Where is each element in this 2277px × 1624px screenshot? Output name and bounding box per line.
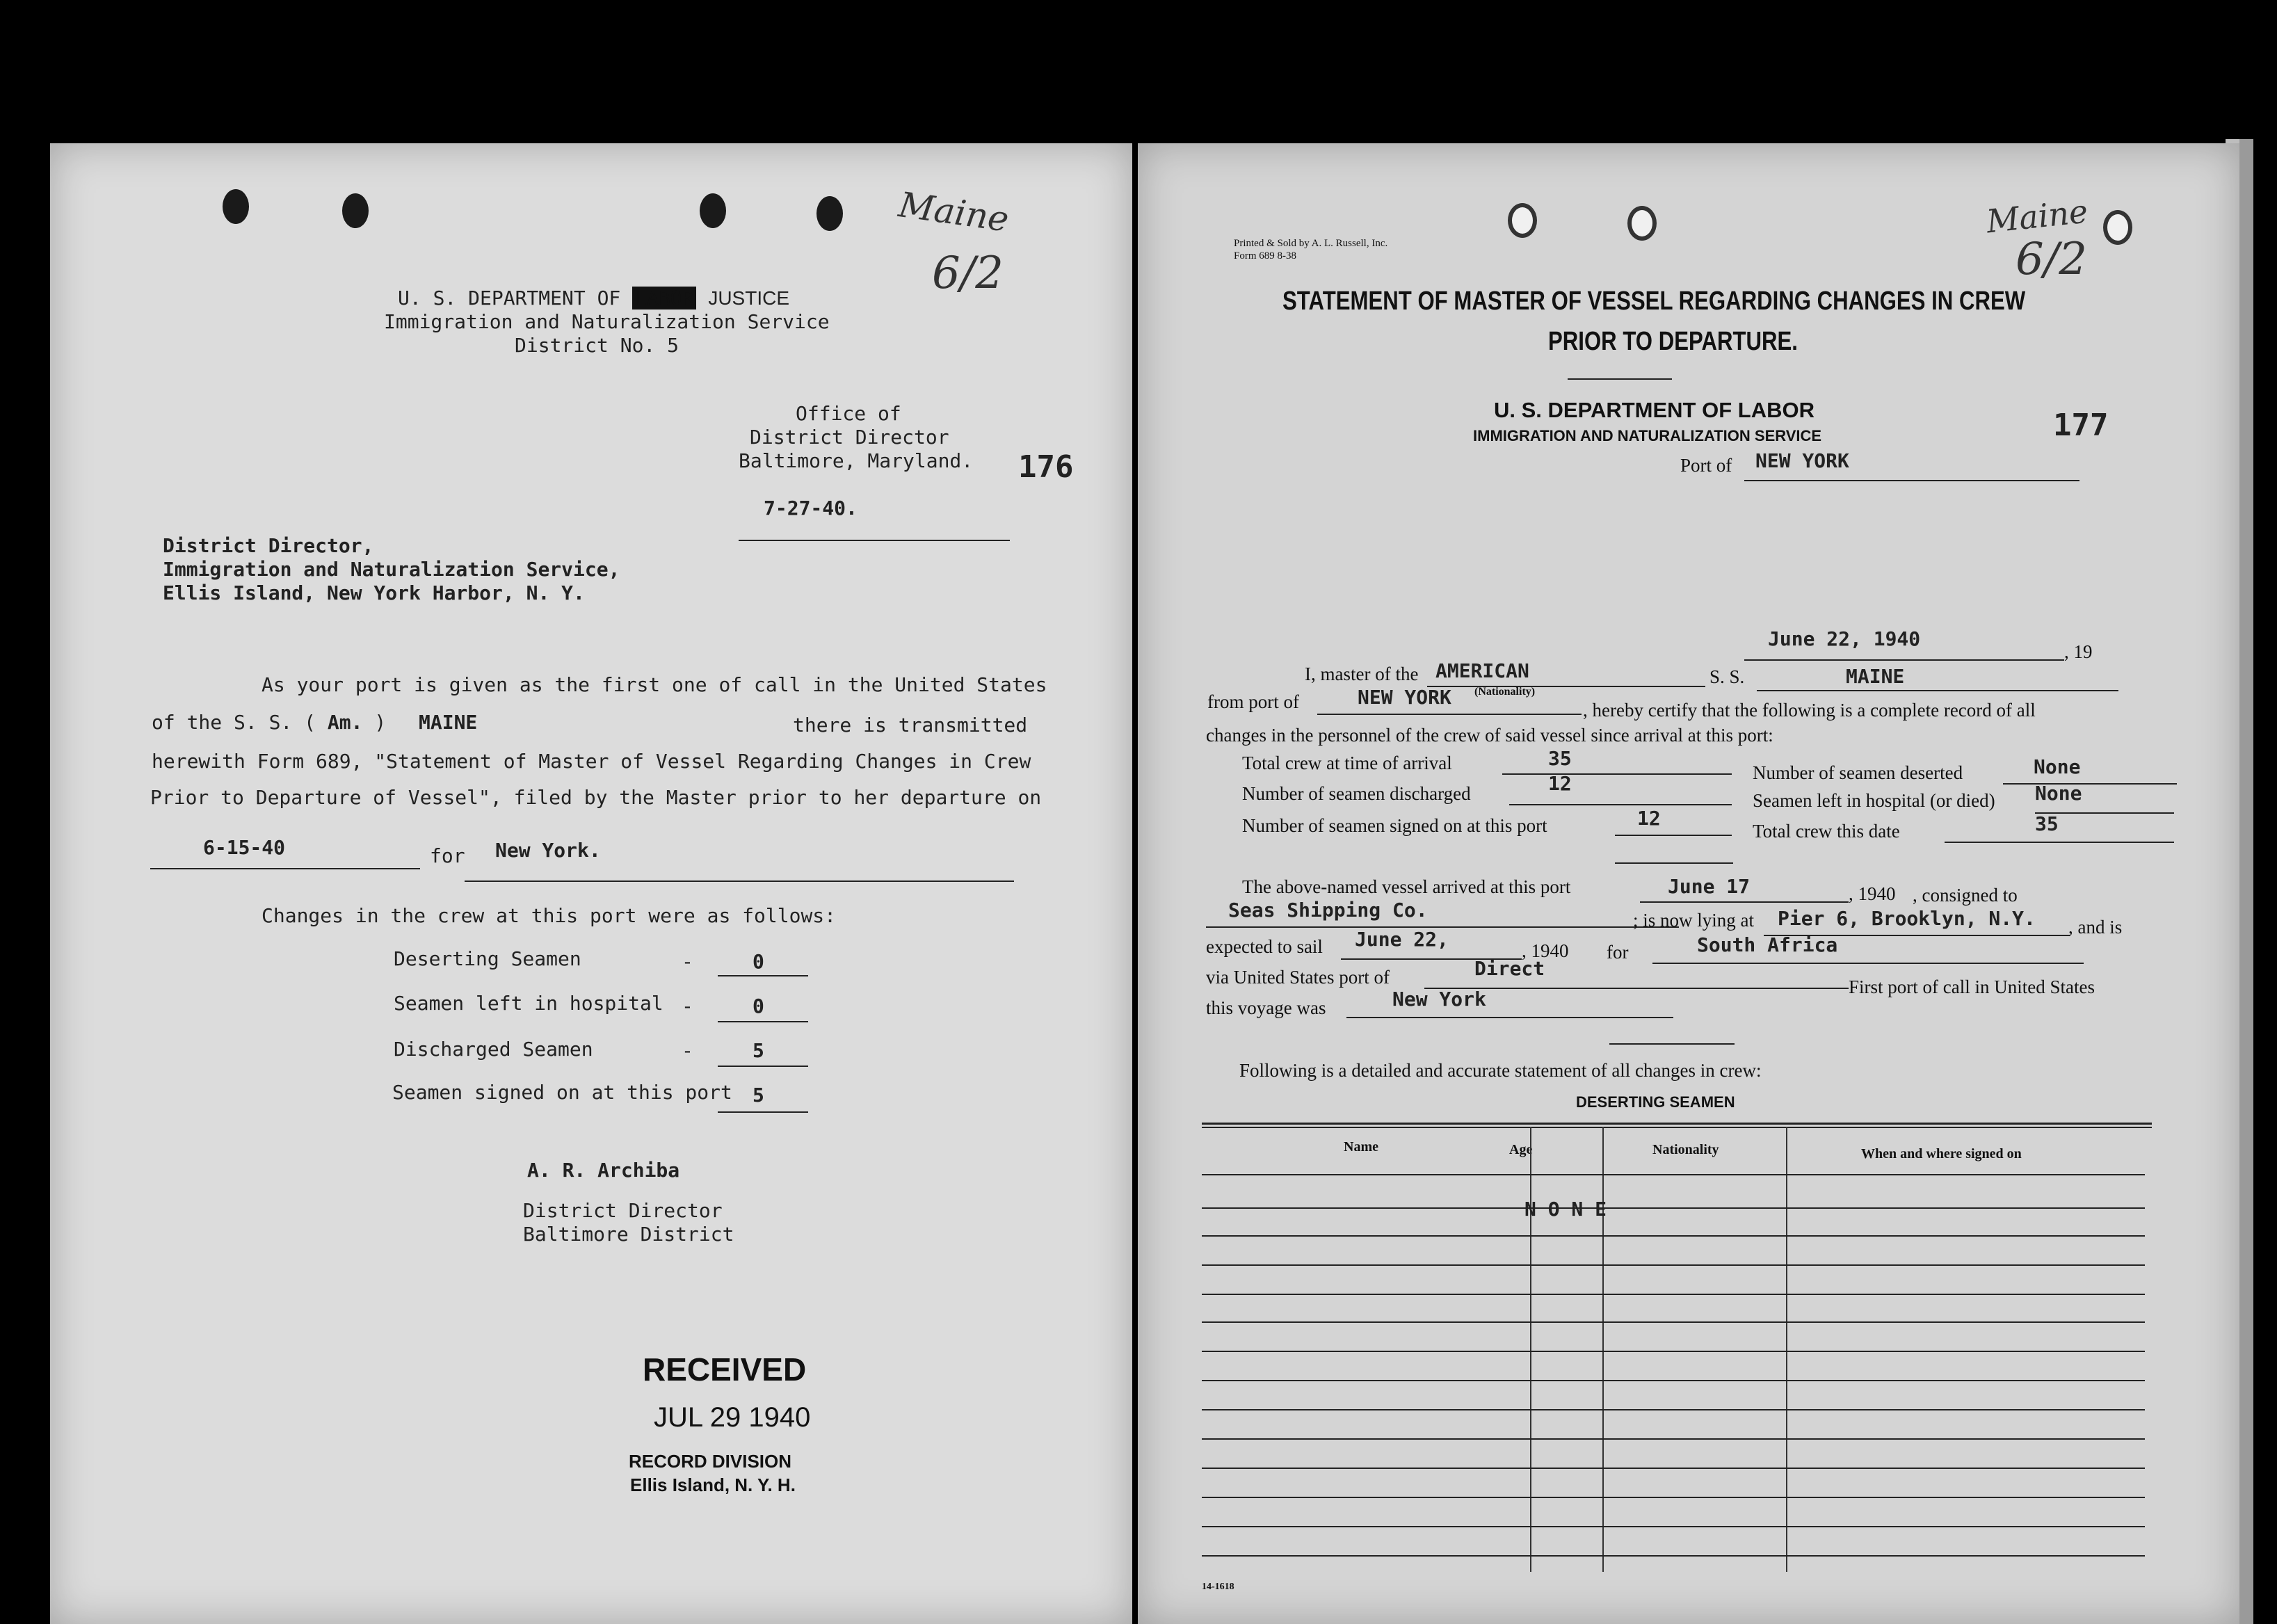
section-title: DESERTING SEAMEN [1576,1093,1735,1111]
sail-year: , 1940 [1522,940,1569,961]
summary-rule [1615,862,1733,864]
sail-for-label: for [1607,942,1629,963]
following-label: Following is a detailed and accurate statement of all changes in crew: [1239,1060,1762,1081]
total-crew-arrival-label: Total crew at time of arrival [1242,753,1452,773]
change-label: Seamen signed on at this port [392,1081,732,1104]
voyage-value: New York [1392,988,1486,1011]
right-page-form [1138,143,2239,1624]
change-dash: - [682,950,693,973]
arrived-value: June 17 [1668,875,1751,898]
arrived-underline [1640,901,1849,903]
record-division-place: Ellis Island, N. Y. H. [630,1474,796,1495]
table-top-rule [1202,1123,2152,1125]
body-line2-end: there is transmitted [793,714,1028,737]
port-label: Port of [1680,455,1732,476]
body-line1: As your port is given as the first one of call in the United States [262,673,1047,696]
nationality-underline [1427,686,1705,687]
total-crew-arrival-value: 35 [1548,747,1572,770]
title-rule [1568,378,1672,380]
via-underline [1424,988,1849,989]
port-value: NEW YORK [1755,449,1849,472]
form-title-line1: STATEMENT OF MASTER OF VESSEL REGARDING CHANGES IN CREW [1282,287,2026,316]
service: IMMIGRATION AND NATURALIZATION SERVICE [1473,427,1822,444]
destination: New York. [495,839,601,862]
table-none-note: N O N E [1524,1198,1607,1221]
and-is-label: , and is [2068,917,2123,938]
for-label: for [430,844,465,867]
change-value: 5 [753,1039,764,1062]
arrived-label: The above-named vessel arrived at this port [1242,876,1571,897]
discharged-underline [1509,804,1732,805]
margin-note-fraction: 6/2 [2015,234,2087,285]
department: U. S. DEPARTMENT OF LABOR [1494,398,1815,422]
hospital-label: Seamen left in hospital (or died) [1753,790,1995,811]
ss-label: S. S. [1709,666,1745,687]
punch-hole [700,193,726,228]
form-code: 14-1618 [1202,1582,1234,1592]
sail-for-value: South Africa [1697,933,1838,956]
change-underline [718,1111,808,1113]
column-divider [1786,1127,1787,1572]
office-line3: Baltimore, Maryland. [739,449,974,472]
letterhead-line3: District No. 5 [515,334,679,357]
vessel-value: MAINE [1846,665,1905,688]
consignee-value: Seas Shipping Co. [1228,899,1428,922]
destination-underline [465,881,1014,882]
form-page-number: 177 [2053,408,2109,443]
table-row-rule [1202,1351,2145,1352]
lying-value: Pier 6, Brooklyn, N.Y. [1778,907,2036,930]
table-row-rule [1202,1174,2145,1175]
voyage-underline [1346,1017,1673,1018]
column-divider [1602,1127,1604,1572]
date-underline [739,540,1010,541]
change-label: Deserting Seamen [394,947,581,970]
table-top-rule [1202,1127,2152,1128]
table-row-rule [1202,1497,2145,1498]
punch-hole [1627,206,1657,241]
signature-title1: District Director [523,1199,723,1222]
table-row-rule [1202,1207,2145,1209]
printer-line2: Form 689 8-38 [1234,250,1296,262]
punch-hole [342,193,369,228]
margin-note: Maine [896,184,1012,240]
letter-date: 7-27-40. [764,497,858,520]
nationality-value: AMERICAN [1435,659,1529,682]
deserted-underline [2003,783,2177,785]
redacted-word: LABOR [632,287,696,309]
received-stamp: RECEIVED [643,1351,807,1388]
change-dash: - [682,1039,693,1062]
change-dash: - [682,995,693,1018]
change-label: Seamen left in hospital [394,992,663,1015]
certify-text: , hereby certify that the following is a complete record of all [1583,700,2036,721]
column-divider [1530,1127,1531,1572]
nationality-caption: (Nationality) [1474,686,1536,698]
hospital-value: None [2035,782,2082,805]
change-underline [718,1066,808,1067]
discharged-label: Number of seamen discharged [1242,783,1471,804]
column-header-name: Name [1344,1139,1378,1155]
signature-title2: Baltimore District [523,1223,734,1246]
addressee-line1: District Director, [163,534,374,557]
table-row-rule [1202,1409,2145,1410]
sail-value: June 22, [1355,928,1449,951]
via-label: via United States port of [1206,967,1390,988]
office-line1: Office of [796,402,901,425]
port-underline [1744,480,2079,481]
signed-on-label: Number of seamen signed on at this port [1242,815,1547,836]
lying-label: ; is now lying at [1633,910,1754,931]
sail-for-underline [1652,963,2084,964]
margin-note: Maine [1984,192,2090,241]
from-port-label: from port of [1207,691,1299,712]
letterhead-line2: Immigration and Naturalization Service [384,310,830,333]
arrived-year: , 1940 [1849,883,1896,904]
punch-hole [223,189,249,224]
change-label: Discharged Seamen [394,1038,593,1061]
via-value: Direct [1474,957,1545,980]
table-row-rule [1202,1526,2145,1527]
column-header-signed-on: When and where signed on [1861,1146,2022,1161]
column-header-age: Age [1509,1142,1533,1157]
departure-date-underline [150,868,420,869]
table-row-rule [1202,1321,2145,1323]
left-page-letter [50,143,1132,1624]
master-of-label: I, master of the [1305,664,1419,684]
date-underline [1744,659,2064,661]
printer-line1: Printed & Sold by A. L. Russell, Inc. [1234,238,1388,249]
departure-date: 6-15-40 [203,836,286,859]
consigned-label: , consigned to [1913,885,2018,906]
discharged-value: 12 [1548,772,1572,795]
received-stamp-date: JUL 29 1940 [654,1402,811,1433]
table-row-rule [1202,1555,2145,1557]
body-line2: of the S. S. ( Am. ) [152,711,387,734]
table-row-rule [1202,1380,2145,1381]
body-line3: herewith Form 689, "Statement of Master of Vessel Regarding Changes in Crew [152,750,1031,773]
signature: A. R. Archiba [527,1159,680,1182]
certify-line2: changes in the personnel of the crew of said vessel since arrival at this port: [1206,725,1773,746]
change-underline [718,1021,808,1022]
table-row-rule [1202,1235,2145,1237]
vessel-name: MAINE [419,711,478,734]
letterhead-line1: U. S. DEPARTMENT OF LABOR JUSTICE [398,287,789,309]
signed-on-value: 12 [1637,807,1661,830]
deserted-value: None [2034,755,2081,778]
punch-hole [2103,210,2132,245]
punch-hole [1508,203,1537,238]
section-rule [1609,1043,1735,1045]
table-row-rule [1202,1294,2145,1295]
office-line2: District Director [750,426,949,449]
page-stack-edge [2239,139,2253,1624]
total-crew-date-value: 35 [2035,812,2059,835]
first-port-label: First port of call in United States [1849,976,2095,997]
addressee-line3: Ellis Island, New York Harbor, N. Y. [163,581,585,604]
page-number: 176 [1018,449,1074,485]
margin-note-fraction: 6/2 [932,248,1004,299]
table-row-rule [1202,1438,2145,1440]
record-division: RECORD DIVISION [629,1451,792,1472]
form-title-line2: PRIOR TO DEPARTURE. [1548,327,1798,356]
table-row-rule [1202,1468,2145,1469]
punch-hole [816,196,843,231]
date-suffix: , 19 [2064,641,2093,662]
change-value: 5 [753,1084,764,1107]
body-line4: Prior to Departure of Vessel", filed by the Master prior to her departure on [150,786,1042,809]
table-row-rule [1202,1264,2145,1266]
change-value: 0 [753,950,764,973]
voyage-label: this voyage was [1206,997,1326,1018]
change-value: 0 [753,995,764,1018]
column-header-nationality: Nationality [1652,1142,1719,1157]
changes-intro: Changes in the crew at this port were as follows: [262,904,837,927]
change-underline [718,975,808,976]
vessel-underline [1757,690,2118,691]
from-port-value: NEW YORK [1358,686,1451,709]
report-date: June 22, 1940 [1768,627,1921,650]
total-crew-date-label: Total crew this date [1753,821,1900,842]
from-port-underline [1317,714,1582,715]
addressee-line2: Immigration and Naturalization Service, [163,558,620,581]
deserted-label: Number of seamen deserted [1753,762,1963,783]
signed-on-underline [1615,835,1732,836]
arrival-underline [1502,773,1732,775]
sail-label: expected to sail [1206,936,1323,957]
total-date-underline [1945,842,2174,843]
